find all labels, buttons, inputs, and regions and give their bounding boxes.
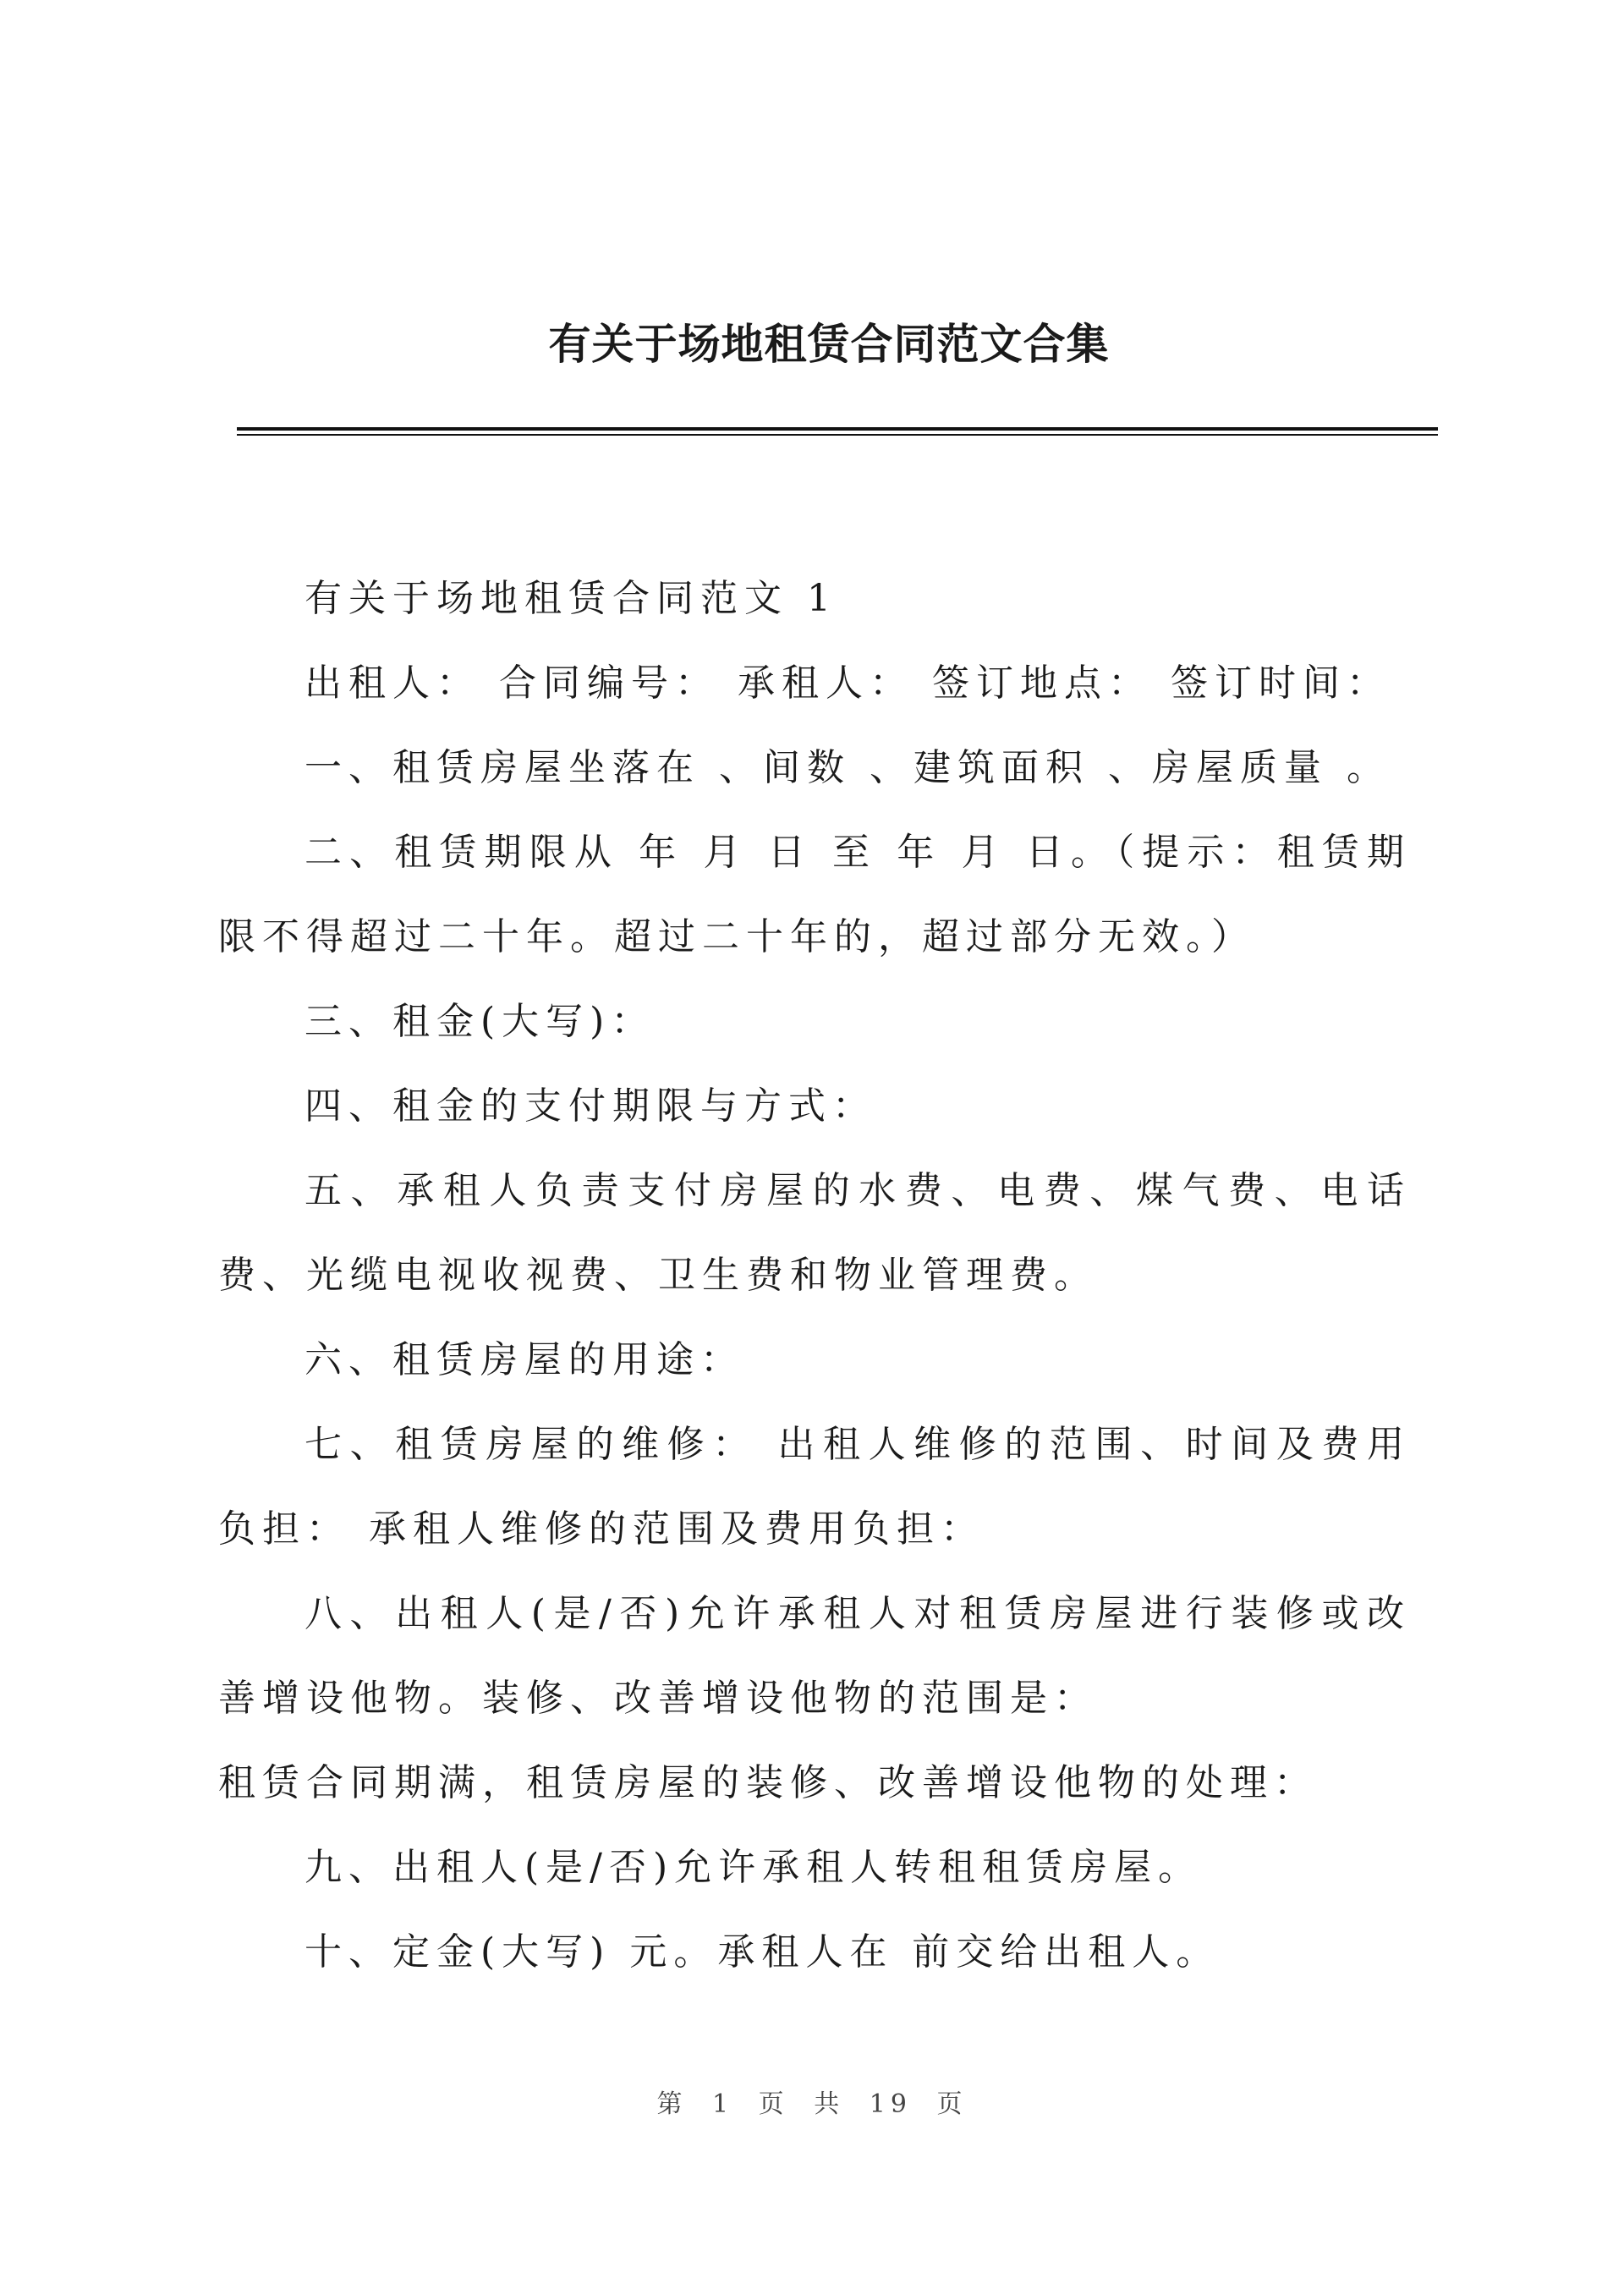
section-heading: 有关于场地租赁合同范文 1 xyxy=(304,577,837,620)
page-number-footer: 第 1 页 共 19 页 xyxy=(656,2089,968,2119)
title-divider-thin xyxy=(237,434,1438,436)
clause-3: 三、租金(大写)： xyxy=(304,1000,656,1043)
clause-6: 六、租赁房屋的用途： xyxy=(304,1338,744,1381)
clause-10: 十、定金(大写) 元。承租人在 前交给出租人。 xyxy=(304,1930,1221,1974)
document-body xyxy=(218,557,1411,1995)
clause-5: 五、承租人负责支付房屋的水费、电费、煤气费、电话费、光缆电视收视费、卫生费和物业管理费。 xyxy=(218,1169,1411,1297)
document-title: 有关于场地租赁合同范文合集 xyxy=(548,320,1110,369)
clause-1: 一、租赁房屋坐落在 、间数 、建筑面积 、房屋质量 。 xyxy=(304,746,1391,789)
title-divider-thick xyxy=(237,427,1438,431)
clause-8: 八、出租人(是/否)允许承租人对租赁房屋进行装修或改善增设他物。装修、改善增设他物的范围是： xyxy=(218,1592,1411,1720)
clause-8-continuation: 租赁合同期满，租赁房屋的装修、改善增设他物的处理： xyxy=(218,1761,1318,1804)
clause-9: 九、出租人(是/否)允许承租人转租租赁房屋。 xyxy=(304,1846,1203,1889)
parties-line: 出租人： 合同编号： 承租人： 签订地点： 签订时间： xyxy=(304,662,1391,705)
clause-2: 二、租赁期限从 年 月 日 至 年 月 日。（提示：租赁期限不得超过二十年。超过二十年的，超过部分无效。） xyxy=(218,831,1411,958)
clause-4: 四、租金的支付期限与方式： xyxy=(304,1084,876,1128)
clause-7: 七、租赁房屋的维修： 出租人维修的范围、时间及费用负担： 承租人维修的范围及费用负担： xyxy=(218,1423,1411,1551)
